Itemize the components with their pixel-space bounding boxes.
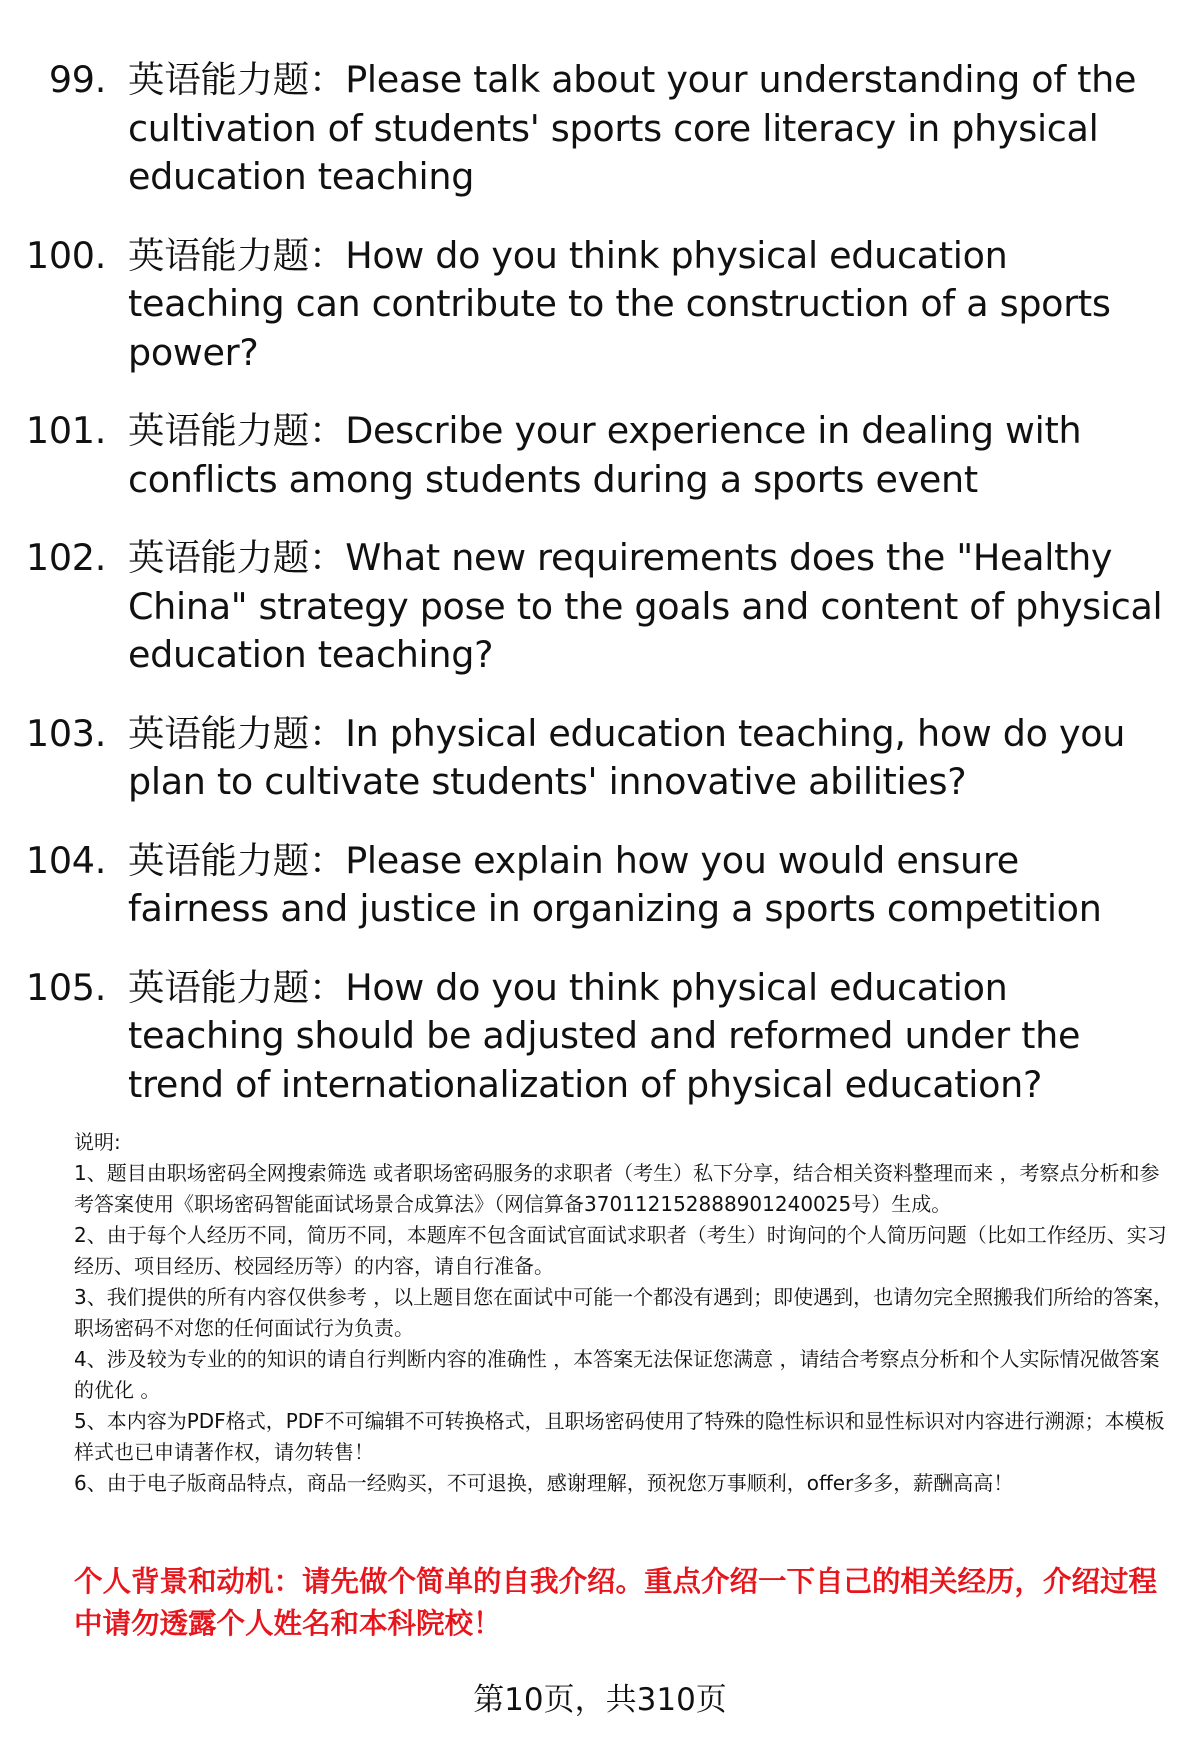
question-text: 英语能力题：Describe your experience in dealing with conflicts among students during a sports event	[128, 409, 1082, 501]
question-number: 105.	[25, 965, 106, 1009]
question-item	[0, 710, 1200, 807]
page-number: 第10页，共310页	[473, 1682, 727, 1718]
question-item	[0, 232, 1200, 378]
question-text: 英语能力题：Please talk about your understanding of the cultivation of students' sports core literacy in physical education teaching	[128, 58, 1137, 198]
question-item	[0, 56, 1200, 202]
notes-section	[74, 1127, 1174, 1499]
note-item: 4、涉及较为专业的的知识的请自行判断内容的准确性 ，本答案无法保证您满意 ，请结合考察点分析和个人实际情况做答案的优化 。	[74, 1347, 1160, 1402]
question-list	[0, 56, 1200, 1139]
note-item: 2、由于每个人经历不同，简历不同，本题库不包含面试官面试求职者（考生）时询问的个人简历问题（比如工作经历、实习经历、项目经历、校园经历等）的内容，请自行准备。	[74, 1223, 1167, 1278]
note-item: 1、题目由职场密码全网搜索筛选 或者职场密码服务的求职者（考生）私下分享，结合相关资料整理而来 ，考察点分析和参考答案使用《职场密码智能面试场景合成算法》（网信算备370112152888901240025号）生成。	[74, 1161, 1160, 1216]
question-text: 英语能力题：In physical education teaching, how do you plan to cultivate students' innovative abilities?	[128, 711, 1126, 803]
question-number: 104.	[25, 838, 106, 882]
note-item: 5、本内容为PDF格式，PDF不可编辑不可转换格式，且职场密码使用了特殊的隐性标识和显性标识对内容进行溯源；本模板样式也已申请著作权，请勿转售！	[74, 1409, 1165, 1464]
note-item: 6、由于电子版商品特点，商品一经购买，不可退换，感谢理解，预祝您万事顺利，offer多多，薪酬高高！	[74, 1471, 1014, 1495]
question-item	[0, 837, 1200, 934]
question-text: 英语能力题：What new requirements does the "Healthy China" strategy pose to the goals and content of physical education teaching?	[128, 536, 1163, 676]
question-text: 英语能力题：How do you think physical education teaching can contribute to the construction of a sports power?	[128, 233, 1111, 374]
question-number: 103.	[25, 711, 106, 755]
question-text: 英语能力题：How do you think physical education teaching should be adjusted and reformed under the trend of internationalization of physical education?	[128, 965, 1081, 1106]
question-item	[0, 534, 1200, 680]
question-item	[0, 407, 1200, 504]
question-number: 99.	[48, 58, 106, 101]
question-number: 102.	[25, 536, 106, 579]
note-item: 3、我们提供的所有内容仅供参考 ，以上题目您在面试中可能一个都没有遇到；即使遇到，也请勿完全照搬我们所给的答案，职场密码不对您的任何面试行为负责。	[74, 1285, 1174, 1340]
question-number: 100.	[25, 233, 106, 277]
highlight-prompt: 个人背景和动机：请先做个简单的自我介绍。重点介绍一下自己的相关经历，介绍过程中请勿透露个人姓名和本科院校！	[74, 1565, 1158, 1640]
question-item	[0, 964, 1200, 1110]
notes-heading: 说明:	[74, 1130, 121, 1154]
question-number: 101.	[25, 409, 106, 452]
question-text: 英语能力题：Please explain how you would ensure fairness and justice in organizing a sports competition	[128, 838, 1102, 930]
